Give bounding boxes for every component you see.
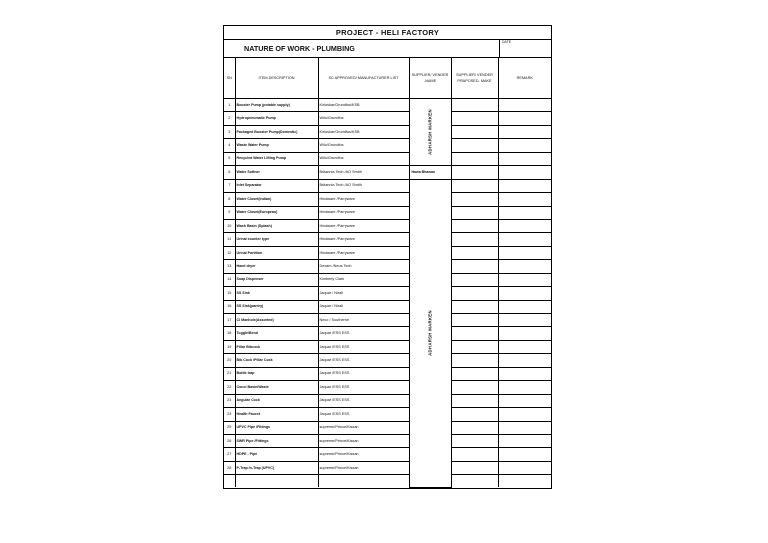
row-sn: 5	[224, 152, 235, 165]
row-remark	[498, 193, 551, 206]
table-row	[224, 206, 551, 219]
row-proposed	[451, 152, 498, 165]
row-remark	[498, 394, 551, 407]
row-remark	[498, 434, 551, 447]
row-proposed	[451, 246, 498, 259]
row-sn: 10	[224, 219, 235, 232]
row-item: SS Sink	[235, 287, 318, 300]
row-item: Hand dryer	[235, 260, 318, 273]
row-remark	[498, 125, 551, 138]
row-item: Water Closet(European)	[235, 206, 318, 219]
row-remark	[498, 354, 551, 367]
row-item: Water Softner	[235, 166, 318, 179]
table-row	[224, 193, 551, 206]
table-row-empty	[224, 475, 551, 488]
project-title: PROJECT - HELI FACTORY	[224, 26, 551, 40]
row-item: Hydropneumatic Pump	[235, 112, 318, 125]
row-remark	[498, 206, 551, 219]
row-proposed	[451, 340, 498, 353]
row-proposed	[451, 421, 498, 434]
row-remark	[498, 219, 551, 232]
row-proposed	[451, 219, 498, 232]
row-sn: 23	[224, 394, 235, 407]
col-approved: SC APPROVED/ MANUFACTURER LIST	[318, 58, 409, 99]
row-sn: 4	[224, 139, 235, 152]
row-remark	[498, 381, 551, 394]
row-sn: 6	[224, 166, 235, 179]
row-remark	[498, 260, 551, 273]
row-approved: Dexam /Neus Tech	[318, 260, 409, 273]
row-remark	[498, 340, 551, 353]
row-item: Angular Cock	[235, 394, 318, 407]
row-sn: 22	[224, 381, 235, 394]
row-item: HDPE - Pipe	[235, 448, 318, 461]
row-remark	[498, 421, 551, 434]
row-proposed	[451, 448, 498, 461]
row-approved: supreme/Prince/Kissan	[318, 421, 409, 434]
row-sn: 7	[224, 179, 235, 192]
row-remark	[498, 273, 551, 286]
row-sn: 2	[224, 112, 235, 125]
empty-cell	[318, 475, 409, 488]
col-sn: SN	[224, 58, 235, 99]
row-sn: 20	[224, 354, 235, 367]
row-proposed	[451, 408, 498, 421]
table-row	[224, 112, 551, 125]
table-row	[224, 461, 551, 474]
row-proposed	[451, 273, 498, 286]
row-approved: Britannia Tech /AO Smith	[318, 179, 409, 192]
row-remark	[498, 287, 551, 300]
table-row	[224, 314, 551, 327]
row-proposed	[451, 166, 498, 179]
row-approved: supreme/Prince/Kissan	[318, 434, 409, 447]
table-row	[224, 327, 551, 340]
row-remark	[498, 246, 551, 259]
row-remark	[498, 461, 551, 474]
row-item: SS Sink(pantry)	[235, 300, 318, 313]
empty-cell	[235, 475, 318, 488]
row-proposed	[451, 367, 498, 380]
row-proposed	[451, 394, 498, 407]
table-row	[224, 300, 551, 313]
row-sn: 24	[224, 408, 235, 421]
table-row	[224, 99, 551, 112]
row-item: Wash Basin (Splash)	[235, 219, 318, 232]
row-remark	[498, 314, 551, 327]
row-approved: Jaquar /ESS ESS	[318, 327, 409, 340]
table-row	[224, 354, 551, 367]
table-row	[224, 273, 551, 286]
row-approved: Jaquar / Nirali	[318, 300, 409, 313]
row-proposed	[451, 434, 498, 447]
row-remark	[498, 99, 551, 112]
row-sn: 12	[224, 246, 235, 259]
row-proposed	[451, 354, 498, 367]
row-approved: Hindware /Parryware	[318, 219, 409, 232]
row-approved: Hindware /Parryware	[318, 233, 409, 246]
row-approved: Jaquar /ESS ESS	[318, 394, 409, 407]
row-approved: Britannia Tech /AO Smith	[318, 166, 409, 179]
row-item: Toggle/Bend	[235, 327, 318, 340]
row-sn: 16	[224, 300, 235, 313]
row-item: Booster Pump (potable supply)	[235, 99, 318, 112]
row-approved: Neco / Southerne	[318, 314, 409, 327]
empty-cell	[498, 475, 551, 488]
row-approved: supreme/Prince/Kissan	[318, 461, 409, 474]
row-item: CI Manhole(Assorted)	[235, 314, 318, 327]
row-remark	[498, 408, 551, 421]
row-item: Packaged Booster Pump(Domestic)	[235, 125, 318, 138]
table-row	[224, 152, 551, 165]
row-approved: Jaquar /ESS ESS	[318, 367, 409, 380]
row-approved: Hindware /Parryware	[318, 246, 409, 259]
table-row	[224, 179, 551, 192]
row-approved: Jaquar /ESS ESS	[318, 354, 409, 367]
row-approved: Jaquar / Nirali	[318, 287, 409, 300]
table-row	[224, 340, 551, 353]
row-item: UPVC Pipe /Fittings	[235, 421, 318, 434]
table-row	[224, 166, 551, 179]
row-proposed	[451, 206, 498, 219]
row-approved: supreme/Prince/Kissan	[318, 448, 409, 461]
table-row	[224, 139, 551, 152]
table-row	[224, 408, 551, 421]
date-label: DATE	[502, 40, 512, 44]
row-proposed	[451, 461, 498, 474]
row-proposed	[451, 193, 498, 206]
row-proposed	[451, 287, 498, 300]
row-approved: Jaquar /ESS ESS	[318, 408, 409, 421]
vendor-block-2	[409, 179, 451, 487]
table-row	[224, 448, 551, 461]
row-remark	[498, 233, 551, 246]
row-remark	[498, 179, 551, 192]
row-sn: 18	[224, 327, 235, 340]
row-item: Bib Cock /Pillar Cock	[235, 354, 318, 367]
row-sn: 25	[224, 421, 235, 434]
row-item: Waste Water Pump	[235, 139, 318, 152]
row-sn: 8	[224, 193, 235, 206]
row-approved: Jaquar /ESS ESS	[318, 340, 409, 353]
table-row	[224, 394, 551, 407]
row-sn: 9	[224, 206, 235, 219]
row-item: Concl Basin/Waste	[235, 381, 318, 394]
row-proposed	[451, 381, 498, 394]
date-cell	[499, 40, 552, 57]
row-remark	[498, 300, 551, 313]
row-sn: 27	[224, 448, 235, 461]
vendor-block-2-label: ADHARSH MARKEN	[427, 310, 433, 357]
table-row	[224, 381, 551, 394]
row-sn: 1	[224, 99, 235, 112]
materials-table	[224, 58, 551, 488]
row6-supplier	[409, 166, 451, 179]
row-proposed	[451, 99, 498, 112]
table-row	[224, 246, 551, 259]
table-row	[224, 421, 551, 434]
row-proposed	[451, 260, 498, 273]
row-item: SWR Pipe /Fittings	[235, 434, 318, 447]
vendor-block-1-label: ADHARSH MARKEN	[427, 109, 433, 155]
col-item: ITEM DESCRIPTION	[235, 58, 318, 99]
row-remark	[498, 112, 551, 125]
row-approved: Kirloskar/Grundfos/KSB	[318, 99, 409, 112]
row-proposed	[451, 314, 498, 327]
row-remark	[498, 327, 551, 340]
col-remark: REMARK	[498, 58, 551, 99]
row-approved: Kirloskar/Grundfos/KSB	[318, 125, 409, 138]
col-supplier-proposed: SUPPLIER/ VENDER PRAPOSED- MAKE	[451, 58, 498, 99]
table-row	[224, 125, 551, 138]
row-remark	[498, 152, 551, 165]
row-item: P-Trap /n-Trap (UPVC)	[235, 461, 318, 474]
table-row	[224, 260, 551, 273]
nature-of-work: NATURE OF WORK - PLUMBING	[244, 44, 355, 53]
row-sn: 21	[224, 367, 235, 380]
table-row	[224, 219, 551, 232]
row-item: Inlet Separator	[235, 179, 318, 192]
row-remark	[498, 448, 551, 461]
row-proposed	[451, 125, 498, 138]
row-item: Urinal Partition	[235, 246, 318, 259]
row-proposed	[451, 327, 498, 340]
row-proposed	[451, 300, 498, 313]
table-row	[224, 233, 551, 246]
row-approved: Jaquar /ESS ESS	[318, 381, 409, 394]
row-sn: 19	[224, 340, 235, 353]
row6-supplier-note: Hawa Bhawan	[411, 169, 436, 174]
nature-row	[224, 40, 551, 58]
row-proposed	[451, 139, 498, 152]
table-row	[224, 367, 551, 380]
row-sn: 3	[224, 125, 235, 138]
row-approved: Wilo/Grundfos	[318, 139, 409, 152]
row-item: Urinal counter type	[235, 233, 318, 246]
empty-cell	[224, 475, 235, 488]
row-sn: 11	[224, 233, 235, 246]
row-remark	[498, 166, 551, 179]
row-remark	[498, 139, 551, 152]
empty-cell	[451, 475, 498, 488]
row-sn: 14	[224, 273, 235, 286]
row-approved: Hindware /Parryware	[318, 206, 409, 219]
row-item: Health Faucet	[235, 408, 318, 421]
row-approved: Wilo/Grundfos	[318, 112, 409, 125]
row-item: Soap Dispenser	[235, 273, 318, 286]
vendor-block-1	[409, 99, 451, 166]
table-row	[224, 287, 551, 300]
row-item: Water Closet(Indian)	[235, 193, 318, 206]
row-proposed	[451, 179, 498, 192]
table-row	[224, 434, 551, 447]
row-approved: Wilo/Grundfos	[318, 152, 409, 165]
col-supplier-vendor: SUPPLIER/ VENDER -NAME	[409, 58, 451, 99]
row-sn: 28	[224, 461, 235, 474]
row-proposed	[451, 233, 498, 246]
row-sn: 15	[224, 287, 235, 300]
row-item: Recycled Water Lifting Pump	[235, 152, 318, 165]
row-remark	[498, 367, 551, 380]
row-sn: 13	[224, 260, 235, 273]
row-proposed	[451, 112, 498, 125]
row-item: Pillar Bibcock	[235, 340, 318, 353]
row-approved: Hindware /Parryware	[318, 193, 409, 206]
boq-sheet	[223, 25, 552, 489]
row-sn: 17	[224, 314, 235, 327]
row-approved: Kimberly Clark	[318, 273, 409, 286]
row-item: Bottle trap	[235, 367, 318, 380]
row-sn: 26	[224, 434, 235, 447]
